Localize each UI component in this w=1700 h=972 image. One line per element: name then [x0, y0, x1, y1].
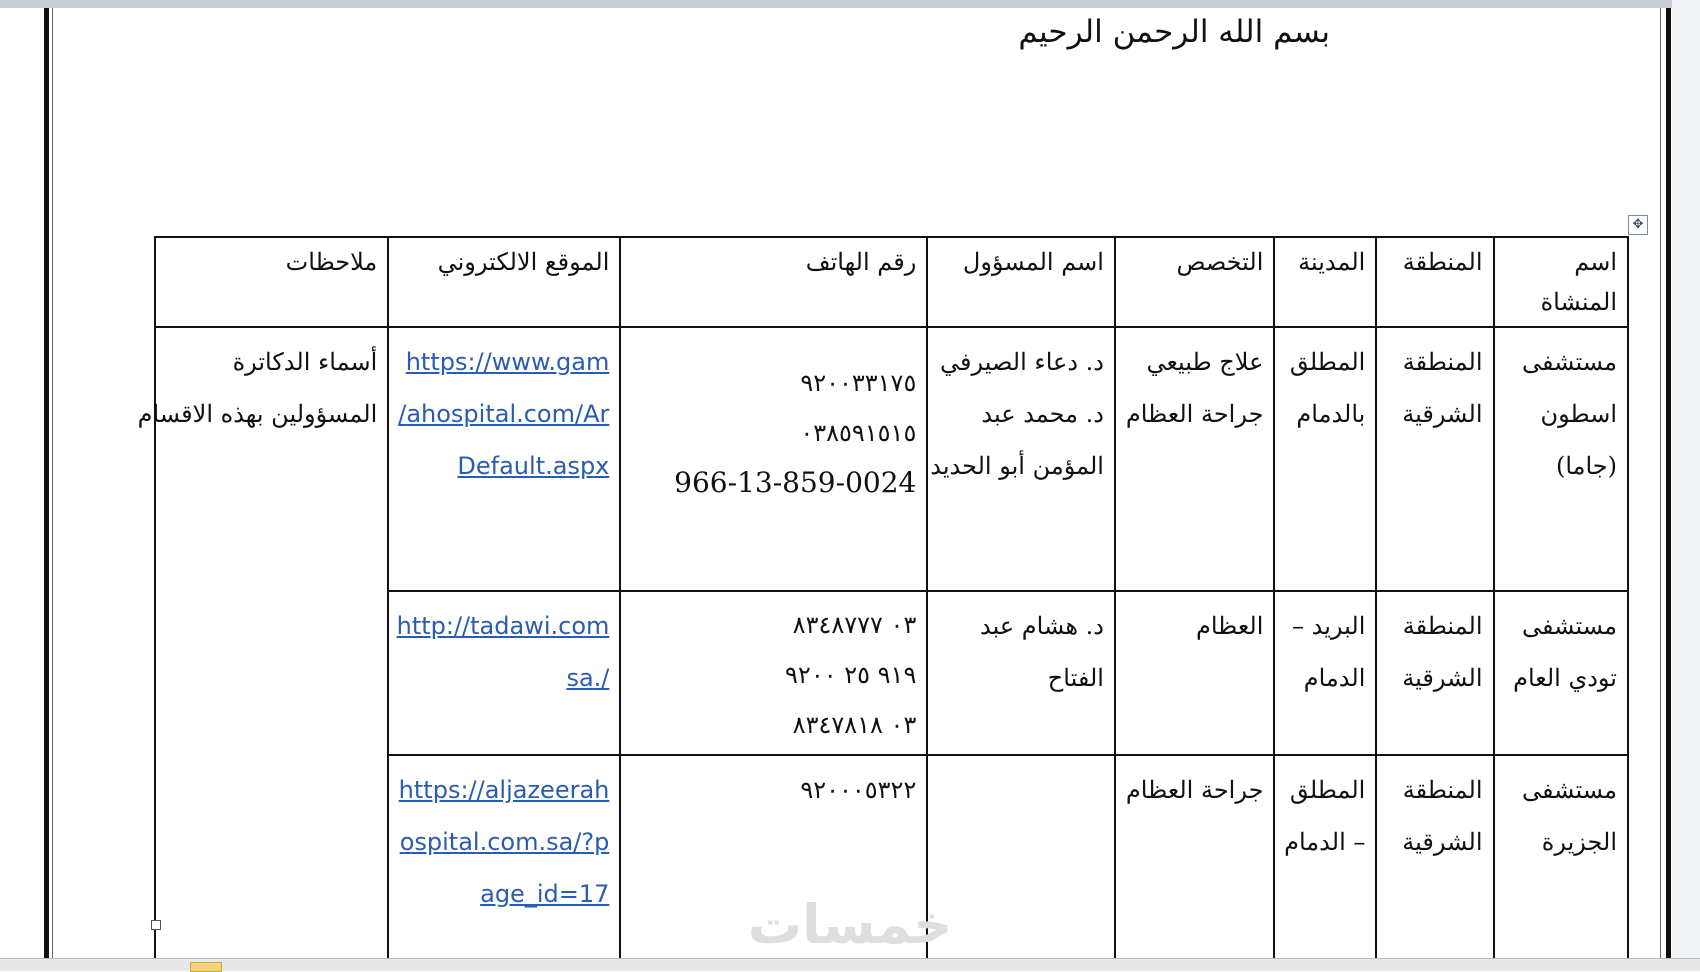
facility-line: الجزيرة — [1541, 828, 1617, 856]
table-row — [155, 327, 1628, 591]
phone-line: ٠٣٨٥٩١٥١٥ — [800, 419, 917, 447]
phone-line: 966-13-859-0024 — [674, 466, 917, 499]
table-header-row — [155, 237, 1628, 327]
notes-line: المسؤولين بهذه الاقسام — [137, 400, 378, 428]
cell-contact — [927, 327, 1115, 591]
cell-facility — [1494, 327, 1629, 591]
basmala-heading: بسم الله الرحمن الرحيم — [1018, 14, 1330, 50]
page-border-left-inner — [52, 8, 53, 958]
cell-city — [1274, 591, 1376, 755]
city-line: الدمام — [1303, 664, 1366, 692]
cell-contact — [927, 591, 1115, 755]
cell-specialty — [1115, 755, 1274, 963]
region-line: المنطقة — [1402, 612, 1483, 640]
cell-city — [1274, 755, 1376, 963]
facility-line: مستشفى — [1521, 612, 1617, 640]
header-city: المدينة — [1274, 237, 1376, 327]
cell-notes — [137, 327, 388, 963]
city-line: المطلق — [1289, 776, 1366, 804]
cell-city — [1274, 327, 1376, 591]
cell-region — [1376, 327, 1493, 591]
cell-facility — [1494, 755, 1629, 963]
region-line: الشرقية — [1402, 664, 1483, 692]
cell-phone — [620, 591, 927, 755]
phone-line: ٩١٩ ٢٥ ٩٢٠٠ — [785, 661, 917, 689]
specialty-line: علاج طبيعي — [1146, 348, 1264, 376]
website-link[interactable]: ahospital.com/Ar/ — [398, 400, 610, 428]
cell-website — [388, 327, 620, 591]
contact-line: د. هشام عبد — [979, 612, 1104, 640]
cell-specialty — [1115, 591, 1274, 755]
cell-phone — [620, 327, 927, 591]
notes-line: أسماء الدكاترة — [232, 348, 378, 376]
move-arrows-icon[interactable]: ✥ — [1628, 215, 1648, 235]
cell-specialty — [1115, 327, 1274, 591]
contact-line: د. دعاء الصيرفي — [940, 348, 1104, 376]
cell-facility — [1494, 591, 1629, 755]
city-line: المطلق — [1289, 348, 1366, 376]
header-specialty: التخصص — [1115, 237, 1274, 327]
header-notes: ملاحظات — [155, 237, 388, 327]
facility-line: (جاما) — [1555, 452, 1617, 480]
cell-region — [1376, 755, 1493, 963]
region-line: الشرقية — [1402, 828, 1483, 856]
cell-website — [388, 591, 620, 755]
resize-handle-icon[interactable] — [151, 920, 161, 930]
hospital-table — [137, 236, 1629, 964]
header-facility: اسم المنشاة — [1494, 237, 1629, 327]
specialty-line: جراحة العظام — [1125, 400, 1264, 428]
region-line: المنطقة — [1402, 348, 1483, 376]
contact-line: د. محمد عبد — [981, 400, 1104, 428]
website-link[interactable]: https://www.gam — [405, 348, 610, 376]
city-line: – الدمام — [1284, 828, 1366, 856]
phone-line: ٩٢٠٠٠٥٣٢٢ — [800, 776, 917, 804]
website-link[interactable]: age_id=17 — [480, 880, 610, 908]
header-website: الموقع الالكتروني — [388, 237, 620, 327]
website-link[interactable]: https://aljazeerah — [398, 776, 610, 804]
right-gutter — [1672, 0, 1700, 970]
region-line: المنطقة — [1402, 776, 1483, 804]
facility-line: مستشفى — [1521, 348, 1617, 376]
city-line: بالدمام — [1296, 400, 1366, 428]
cell-website — [388, 755, 620, 963]
specialty-line: جراحة العظام — [1125, 776, 1264, 804]
header-contact: اسم المسؤول — [927, 237, 1115, 327]
city-line: البريد – — [1291, 612, 1366, 640]
page-border-left — [44, 8, 49, 958]
status-bar-tab[interactable] — [190, 962, 222, 972]
top-toolbar-strip — [0, 0, 1700, 8]
phone-line: ٠٣ ٨٣٤٧٨١٨ — [792, 711, 917, 739]
facility-line: اسطون — [1540, 400, 1617, 428]
website-link[interactable]: http://tadawi.com — [396, 612, 610, 640]
website-link[interactable]: Default.aspx — [457, 452, 610, 480]
website-link[interactable]: /.sa — [566, 664, 610, 692]
page-border-right — [1666, 8, 1671, 958]
status-bar — [0, 958, 1700, 971]
phone-line: ٠٣ ٨٣٤٨٧٧٧ — [792, 611, 917, 639]
header-region: المنطقة — [1376, 237, 1493, 327]
region-line: الشرقية — [1402, 400, 1483, 428]
watermark-logo: خمسات — [747, 893, 953, 956]
cell-region — [1376, 591, 1493, 755]
contact-line: المؤمن أبو الحديد — [930, 452, 1104, 480]
facility-line: مستشفى — [1521, 776, 1617, 804]
specialty-line: العظام — [1195, 612, 1264, 640]
page-border-right-inner — [1660, 8, 1661, 958]
contact-line: الفتاح — [1047, 664, 1104, 692]
website-link[interactable]: ospital.com.sa/?p — [399, 828, 610, 856]
phone-line: ٩٢٠٠٣٣١٧٥ — [800, 369, 917, 397]
facility-line: تودي العام — [1513, 664, 1617, 692]
header-phone: رقم الهاتف — [620, 237, 927, 327]
